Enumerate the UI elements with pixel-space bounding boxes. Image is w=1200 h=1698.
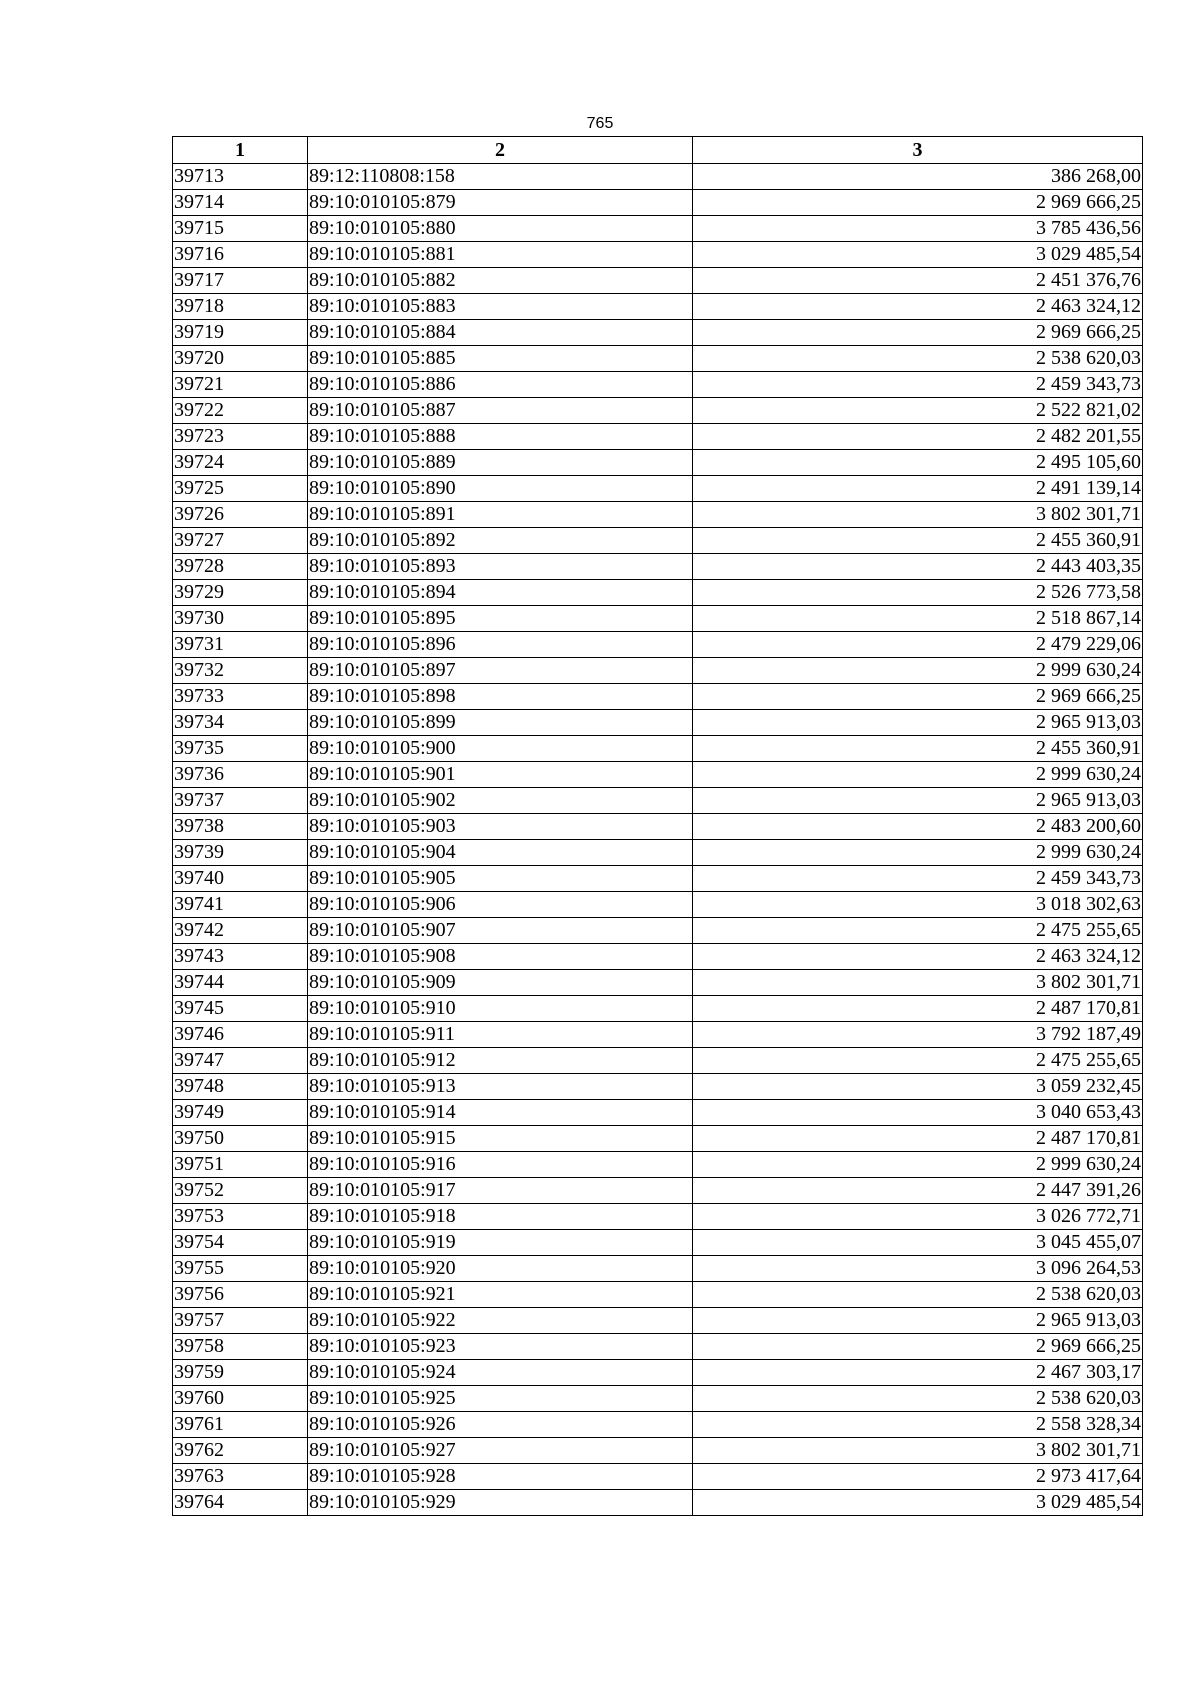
table-row [173, 164, 1143, 190]
table-row [173, 710, 1143, 736]
cadastral-number-cell: 89:10:010105:888 [308, 424, 693, 450]
table-row [173, 970, 1143, 996]
cadastral-number-cell: 89:10:010105:905 [308, 866, 693, 892]
cadastral-value-cell: 2 969 666,25 [693, 320, 1143, 346]
table-row [173, 450, 1143, 476]
cadastral-value-cell: 2 999 630,24 [693, 1152, 1143, 1178]
cadastral-value-cell: 3 802 301,71 [693, 1438, 1143, 1464]
row-number-cell: 39731 [173, 632, 308, 658]
table-row [173, 554, 1143, 580]
table-row [173, 294, 1143, 320]
row-number-cell: 39752 [173, 1178, 308, 1204]
cadastral-value-cell: 2 969 666,25 [693, 1334, 1143, 1360]
cadastral-value-cell: 2 526 773,58 [693, 580, 1143, 606]
row-number-cell: 39756 [173, 1282, 308, 1308]
cadastral-number-cell: 89:10:010105:898 [308, 684, 693, 710]
cadastral-number-cell: 89:10:010105:910 [308, 996, 693, 1022]
row-number-cell: 39757 [173, 1308, 308, 1334]
column-header-1: 1 [173, 137, 308, 164]
cadastral-value-cell: 2 495 105,60 [693, 450, 1143, 476]
cadastral-value-cell: 2 999 630,24 [693, 762, 1143, 788]
cadastral-number-cell: 89:10:010105:892 [308, 528, 693, 554]
cadastral-value-cell: 2 487 170,81 [693, 996, 1143, 1022]
cadastral-number-cell: 89:10:010105:896 [308, 632, 693, 658]
row-number-cell: 39729 [173, 580, 308, 606]
table-row [173, 1334, 1143, 1360]
row-number-cell: 39759 [173, 1360, 308, 1386]
cadastral-value-cell: 3 096 264,53 [693, 1256, 1143, 1282]
cadastral-number-cell: 89:10:010105:924 [308, 1360, 693, 1386]
cadastral-number-cell: 89:10:010105:922 [308, 1308, 693, 1334]
cadastral-number-cell: 89:10:010105:899 [308, 710, 693, 736]
cadastral-value-cell: 2 443 403,35 [693, 554, 1143, 580]
cadastral-number-cell: 89:10:010105:915 [308, 1126, 693, 1152]
row-number-cell: 39740 [173, 866, 308, 892]
cadastral-number-cell: 89:10:010105:900 [308, 736, 693, 762]
row-number-cell: 39758 [173, 1334, 308, 1360]
cadastral-value-cell: 2 487 170,81 [693, 1126, 1143, 1152]
row-number-cell: 39725 [173, 476, 308, 502]
cadastral-value-cell: 2 475 255,65 [693, 918, 1143, 944]
row-number-cell: 39721 [173, 372, 308, 398]
cadastral-number-cell: 89:10:010105:927 [308, 1438, 693, 1464]
cadastral-value-cell: 3 785 436,56 [693, 216, 1143, 242]
table-row [173, 242, 1143, 268]
cadastral-number-cell: 89:10:010105:917 [308, 1178, 693, 1204]
cadastral-number-cell: 89:10:010105:894 [308, 580, 693, 606]
row-number-cell: 39764 [173, 1490, 308, 1516]
page-number: 765 [586, 115, 614, 132]
table-row [173, 1178, 1143, 1204]
table-row [173, 1490, 1143, 1516]
table-row [173, 762, 1143, 788]
cadastral-value-cell: 386 268,00 [693, 164, 1143, 190]
cadastral-value-cell: 2 459 343,73 [693, 866, 1143, 892]
row-number-cell: 39716 [173, 242, 308, 268]
cadastral-value-cell: 2 483 200,60 [693, 814, 1143, 840]
table-row [173, 476, 1143, 502]
table-row [173, 1256, 1143, 1282]
cadastral-value-cell: 2 965 913,03 [693, 1308, 1143, 1334]
table-row [173, 1100, 1143, 1126]
cadastral-value-cell: 2 467 303,17 [693, 1360, 1143, 1386]
row-number-cell: 39754 [173, 1230, 308, 1256]
table-row [173, 528, 1143, 554]
table-header-row [173, 137, 1143, 164]
cadastral-number-cell: 89:10:010105:891 [308, 502, 693, 528]
cadastral-number-cell: 89:10:010105:923 [308, 1334, 693, 1360]
cadastral-number-cell: 89:10:010105:890 [308, 476, 693, 502]
cadastral-number-cell: 89:10:010105:918 [308, 1204, 693, 1230]
table-row [173, 996, 1143, 1022]
row-number-cell: 39720 [173, 346, 308, 372]
cadastral-number-cell: 89:10:010105:903 [308, 814, 693, 840]
table-row [173, 268, 1143, 294]
cadastral-number-cell: 89:10:010105:908 [308, 944, 693, 970]
row-number-cell: 39749 [173, 1100, 308, 1126]
table-row [173, 1204, 1143, 1230]
row-number-cell: 39744 [173, 970, 308, 996]
cadastral-number-cell: 89:10:010105:887 [308, 398, 693, 424]
cadastral-number-cell: 89:12:110808:158 [308, 164, 693, 190]
row-number-cell: 39745 [173, 996, 308, 1022]
row-number-cell: 39734 [173, 710, 308, 736]
cadastral-value-cell: 3 802 301,71 [693, 502, 1143, 528]
table-row [173, 892, 1143, 918]
cadastral-number-cell: 89:10:010105:882 [308, 268, 693, 294]
row-number-cell: 39761 [173, 1412, 308, 1438]
cadastral-number-cell: 89:10:010105:889 [308, 450, 693, 476]
table-row [173, 658, 1143, 684]
table-row [173, 1412, 1143, 1438]
cadastral-number-cell: 89:10:010105:902 [308, 788, 693, 814]
row-number-cell: 39750 [173, 1126, 308, 1152]
table-row [173, 788, 1143, 814]
row-number-cell: 39718 [173, 294, 308, 320]
cadastral-number-cell: 89:10:010105:912 [308, 1048, 693, 1074]
cadastral-number-cell: 89:10:010105:881 [308, 242, 693, 268]
cadastral-value-cell: 2 463 324,12 [693, 944, 1143, 970]
cadastral-value-cell: 2 969 666,25 [693, 684, 1143, 710]
cadastral-number-cell: 89:10:010105:901 [308, 762, 693, 788]
table-row [173, 216, 1143, 242]
table-row [173, 1126, 1143, 1152]
cadastral-number-cell: 89:10:010105:913 [308, 1074, 693, 1100]
table-row [173, 1230, 1143, 1256]
cadastral-value-table [172, 136, 1143, 1516]
column-header-2: 2 [308, 137, 693, 164]
table-row [173, 918, 1143, 944]
cadastral-value-cell: 2 479 229,06 [693, 632, 1143, 658]
row-number-cell: 39726 [173, 502, 308, 528]
table-row [173, 632, 1143, 658]
row-number-cell: 39719 [173, 320, 308, 346]
row-number-cell: 39746 [173, 1022, 308, 1048]
row-number-cell: 39732 [173, 658, 308, 684]
cadastral-number-cell: 89:10:010105:895 [308, 606, 693, 632]
cadastral-number-cell: 89:10:010105:906 [308, 892, 693, 918]
cadastral-value-cell: 3 802 301,71 [693, 970, 1143, 996]
table-row [173, 1074, 1143, 1100]
cadastral-value-cell: 2 538 620,03 [693, 1386, 1143, 1412]
cadastral-number-cell: 89:10:010105:920 [308, 1256, 693, 1282]
row-number-cell: 39730 [173, 606, 308, 632]
cadastral-number-cell: 89:10:010105:897 [308, 658, 693, 684]
cadastral-value-cell: 2 522 821,02 [693, 398, 1143, 424]
cadastral-value-cell: 2 459 343,73 [693, 372, 1143, 398]
cadastral-number-cell: 89:10:010105:909 [308, 970, 693, 996]
cadastral-value-cell: 2 447 391,26 [693, 1178, 1143, 1204]
row-number-cell: 39727 [173, 528, 308, 554]
cadastral-value-cell: 2 475 255,65 [693, 1048, 1143, 1074]
row-number-cell: 39739 [173, 840, 308, 866]
row-number-cell: 39735 [173, 736, 308, 762]
column-header-3: 3 [693, 137, 1143, 164]
cadastral-number-cell: 89:10:010105:929 [308, 1490, 693, 1516]
cadastral-value-cell: 2 969 666,25 [693, 190, 1143, 216]
row-number-cell: 39755 [173, 1256, 308, 1282]
cadastral-number-cell: 89:10:010105:879 [308, 190, 693, 216]
table-row [173, 1022, 1143, 1048]
row-number-cell: 39742 [173, 918, 308, 944]
cadastral-value-cell: 3 018 302,63 [693, 892, 1143, 918]
row-number-cell: 39723 [173, 424, 308, 450]
row-number-cell: 39722 [173, 398, 308, 424]
cadastral-value-cell: 2 973 417,64 [693, 1464, 1143, 1490]
cadastral-value-cell: 3 029 485,54 [693, 1490, 1143, 1516]
table-row [173, 1282, 1143, 1308]
cadastral-number-cell: 89:10:010105:925 [308, 1386, 693, 1412]
cadastral-value-cell: 2 455 360,91 [693, 736, 1143, 762]
row-number-cell: 39762 [173, 1438, 308, 1464]
row-number-cell: 39760 [173, 1386, 308, 1412]
row-number-cell: 39747 [173, 1048, 308, 1074]
cadastral-number-cell: 89:10:010105:883 [308, 294, 693, 320]
row-number-cell: 39743 [173, 944, 308, 970]
table-row [173, 1308, 1143, 1334]
cadastral-value-cell: 2 538 620,03 [693, 1282, 1143, 1308]
cadastral-number-cell: 89:10:010105:914 [308, 1100, 693, 1126]
row-number-cell: 39724 [173, 450, 308, 476]
row-number-cell: 39763 [173, 1464, 308, 1490]
row-number-cell: 39748 [173, 1074, 308, 1100]
row-number-cell: 39741 [173, 892, 308, 918]
cadastral-value-cell: 2 491 139,14 [693, 476, 1143, 502]
cadastral-number-cell: 89:10:010105:926 [308, 1412, 693, 1438]
cadastral-value-cell: 2 558 328,34 [693, 1412, 1143, 1438]
table-body [173, 164, 1143, 1516]
table-row [173, 424, 1143, 450]
row-number-cell: 39715 [173, 216, 308, 242]
cadastral-value-cell: 2 455 360,91 [693, 528, 1143, 554]
cadastral-value-cell: 2 965 913,03 [693, 788, 1143, 814]
table-row [173, 1438, 1143, 1464]
table-row [173, 372, 1143, 398]
cadastral-value-cell: 2 999 630,24 [693, 840, 1143, 866]
table-row [173, 606, 1143, 632]
table-row [173, 1048, 1143, 1074]
cadastral-number-cell: 89:10:010105:916 [308, 1152, 693, 1178]
table-row [173, 1360, 1143, 1386]
cadastral-value-cell: 3 026 772,71 [693, 1204, 1143, 1230]
cadastral-value-cell: 2 999 630,24 [693, 658, 1143, 684]
cadastral-number-cell: 89:10:010105:928 [308, 1464, 693, 1490]
cadastral-number-cell: 89:10:010105:921 [308, 1282, 693, 1308]
row-number-cell: 39733 [173, 684, 308, 710]
table-row [173, 944, 1143, 970]
table-row [173, 866, 1143, 892]
table-row [173, 814, 1143, 840]
cadastral-value-cell: 2 965 913,03 [693, 710, 1143, 736]
cadastral-number-cell: 89:10:010105:886 [308, 372, 693, 398]
cadastral-value-cell: 2 451 376,76 [693, 268, 1143, 294]
row-number-cell: 39714 [173, 190, 308, 216]
row-number-cell: 39751 [173, 1152, 308, 1178]
row-number-cell: 39738 [173, 814, 308, 840]
table-row [173, 840, 1143, 866]
cadastral-value-cell: 3 045 455,07 [693, 1230, 1143, 1256]
cadastral-number-cell: 89:10:010105:885 [308, 346, 693, 372]
row-number-cell: 39713 [173, 164, 308, 190]
cadastral-value-cell: 2 482 201,55 [693, 424, 1143, 450]
table-row [173, 736, 1143, 762]
cadastral-value-cell: 2 538 620,03 [693, 346, 1143, 372]
row-number-cell: 39753 [173, 1204, 308, 1230]
cadastral-number-cell: 89:10:010105:907 [308, 918, 693, 944]
cadastral-number-cell: 89:10:010105:919 [308, 1230, 693, 1256]
row-number-cell: 39728 [173, 554, 308, 580]
row-number-cell: 39737 [173, 788, 308, 814]
cadastral-value-cell: 3 029 485,54 [693, 242, 1143, 268]
table-row [173, 684, 1143, 710]
table-row [173, 320, 1143, 346]
cadastral-number-cell: 89:10:010105:884 [308, 320, 693, 346]
cadastral-value-cell: 3 040 653,43 [693, 1100, 1143, 1126]
table-row [173, 346, 1143, 372]
cadastral-number-cell: 89:10:010105:911 [308, 1022, 693, 1048]
table-row [173, 1152, 1143, 1178]
cadastral-number-cell: 89:10:010105:893 [308, 554, 693, 580]
row-number-cell: 39717 [173, 268, 308, 294]
cadastral-number-cell: 89:10:010105:904 [308, 840, 693, 866]
table-row [173, 502, 1143, 528]
table-row [173, 580, 1143, 606]
row-number-cell: 39736 [173, 762, 308, 788]
cadastral-value-cell: 2 518 867,14 [693, 606, 1143, 632]
table-row [173, 190, 1143, 216]
cadastral-value-cell: 3 792 187,49 [693, 1022, 1143, 1048]
table-row [173, 398, 1143, 424]
table-row [173, 1464, 1143, 1490]
cadastral-value-cell: 3 059 232,45 [693, 1074, 1143, 1100]
table-row [173, 1386, 1143, 1412]
cadastral-value-cell: 2 463 324,12 [693, 294, 1143, 320]
cadastral-number-cell: 89:10:010105:880 [308, 216, 693, 242]
